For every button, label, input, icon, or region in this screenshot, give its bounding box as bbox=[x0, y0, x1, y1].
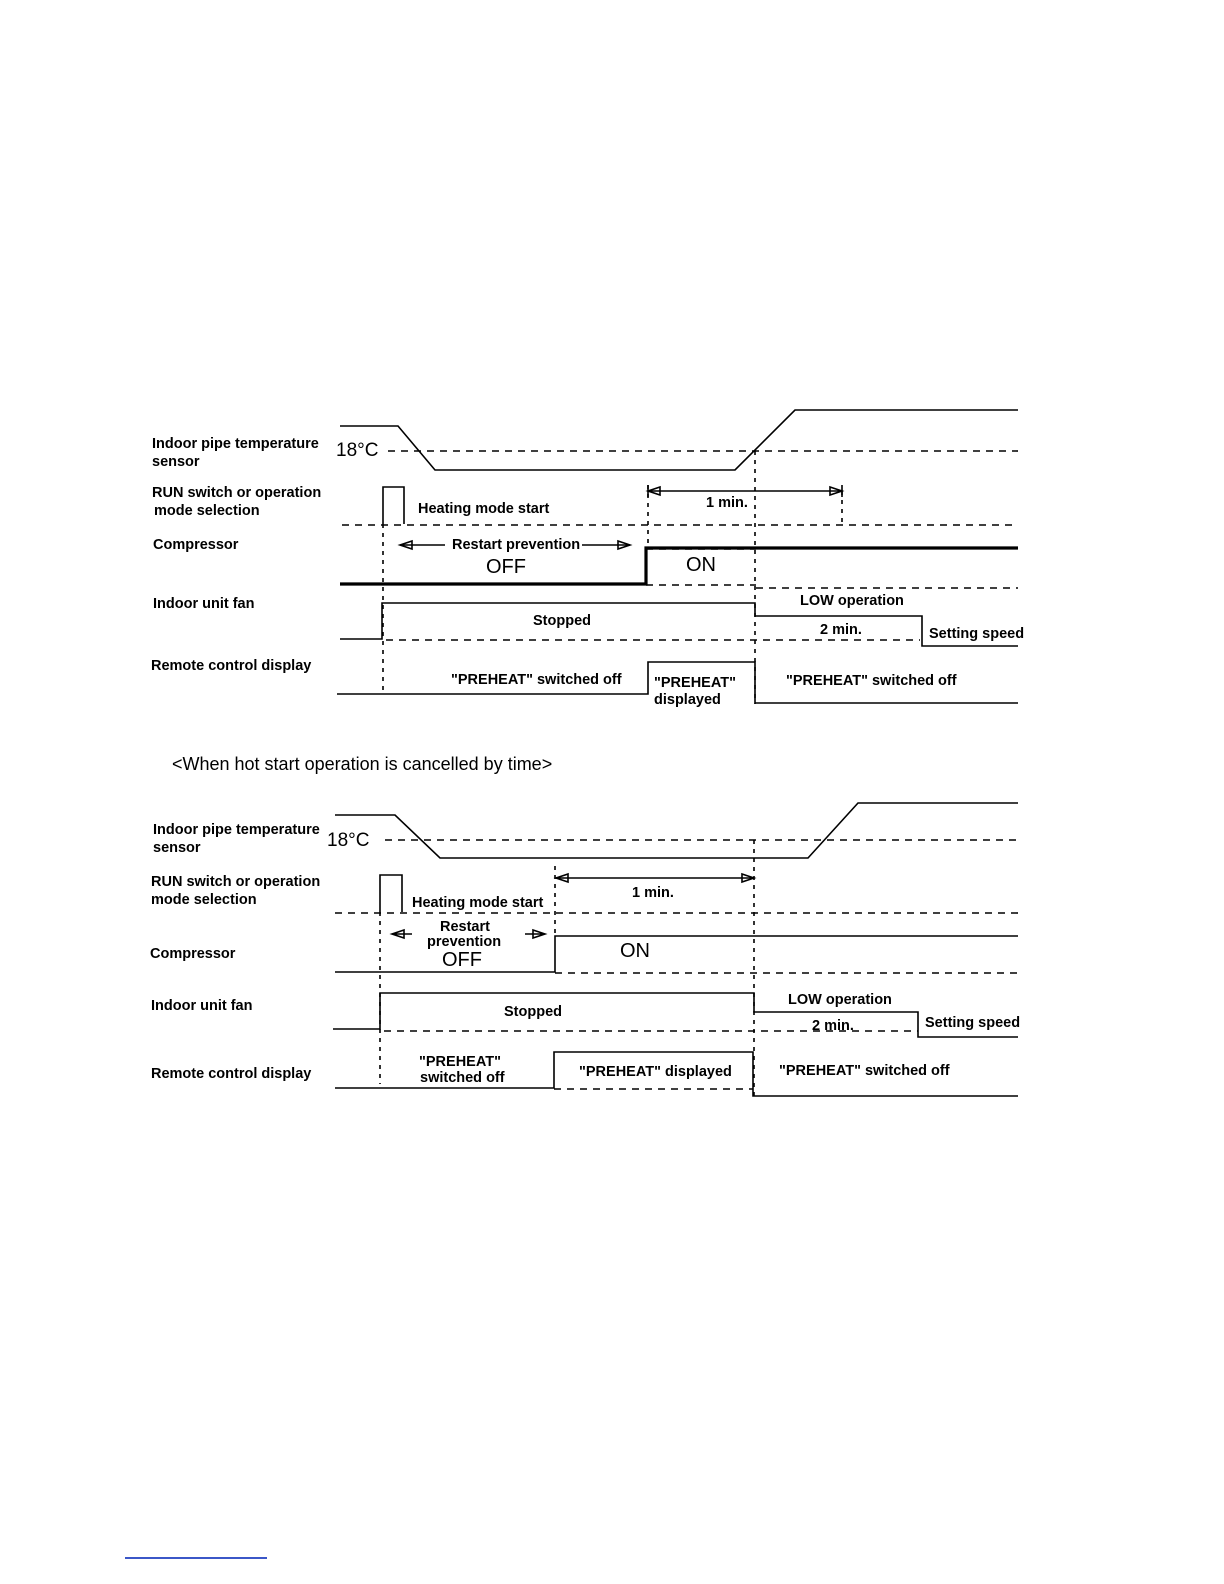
preheat-off-label: "PREHEAT" switched off bbox=[451, 672, 622, 688]
label-indoor-fan: Indoor unit fan bbox=[153, 596, 255, 612]
temp-sensor-signal bbox=[335, 803, 1018, 858]
compressor-off-label: OFF bbox=[486, 556, 526, 578]
two-min-label: 2 min. bbox=[812, 1018, 854, 1034]
preheat-displayed-label: "PREHEAT" displayed bbox=[579, 1064, 732, 1080]
label-remote-display: Remote control display bbox=[151, 658, 312, 674]
heating-mode-start-label: Heating mode start bbox=[412, 895, 544, 911]
restart-arrowhead-right bbox=[525, 930, 545, 938]
compressor-signal bbox=[340, 548, 1018, 584]
fan-stopped-label: Stopped bbox=[504, 1004, 562, 1020]
temp-threshold-label: 18°C bbox=[336, 440, 379, 461]
label-compressor: Compressor bbox=[150, 946, 236, 962]
label-sensor-line2: sensor bbox=[152, 454, 200, 470]
compressor-on-label: ON bbox=[686, 554, 716, 576]
one-min-label: 1 min. bbox=[706, 495, 748, 511]
preheat-off-right-label: "PREHEAT" switched off bbox=[779, 1063, 950, 1079]
label-sensor-line2: sensor bbox=[153, 840, 201, 856]
preheat-displayed-line1: "PREHEAT" bbox=[654, 675, 736, 691]
restart-prevention-label: Restart prevention bbox=[452, 537, 581, 553]
restart-label-line2: prevention bbox=[427, 934, 502, 950]
low-operation-label: LOW operation bbox=[788, 992, 892, 1008]
run-switch-pulse bbox=[380, 875, 402, 912]
timing-diagram-2 bbox=[150, 803, 1020, 1096]
label-compressor: Compressor bbox=[153, 537, 239, 553]
timing-diagram-1 bbox=[151, 410, 1024, 708]
diagram2-title: <When hot start operation is cancelled by time> bbox=[172, 754, 553, 774]
restart-arrowhead-left bbox=[392, 930, 412, 938]
restart-label-line1: Restart bbox=[440, 919, 490, 935]
footer-rule bbox=[125, 1557, 267, 1559]
label-run-line2: mode selection bbox=[151, 892, 257, 908]
setting-speed-label: Setting speed bbox=[929, 626, 1025, 642]
label-indoor-fan: Indoor unit fan bbox=[151, 998, 253, 1014]
label-sensor-line1: Indoor pipe temperature bbox=[152, 436, 319, 452]
compressor-lower-dash bbox=[646, 585, 1018, 588]
preheat-off-line1: "PREHEAT" bbox=[419, 1054, 501, 1070]
temp-threshold-label: 18°C bbox=[327, 830, 370, 851]
low-operation-label: LOW operation bbox=[800, 593, 904, 609]
label-run-line1: RUN switch or operation bbox=[151, 874, 321, 890]
compressor-off-label: OFF bbox=[442, 949, 482, 971]
label-run-line2: mode selection bbox=[154, 503, 260, 519]
fan-stopped-label: Stopped bbox=[533, 613, 591, 629]
heating-mode-start-label: Heating mode start bbox=[418, 501, 550, 517]
two-min-label: 2 min. bbox=[820, 622, 862, 638]
temp-sensor-signal bbox=[340, 410, 1018, 470]
label-sensor-line1: Indoor pipe temperature bbox=[153, 822, 320, 838]
preheat-off-line2: switched off bbox=[420, 1070, 505, 1086]
setting-speed-label: Setting speed bbox=[925, 1015, 1021, 1031]
label-remote-display: Remote control display bbox=[151, 1066, 312, 1082]
one-min-label: 1 min. bbox=[632, 885, 674, 901]
preheat-off-right-label: "PREHEAT" switched off bbox=[786, 673, 957, 689]
label-run-line1: RUN switch or operation bbox=[152, 485, 322, 501]
run-switch-pulse bbox=[383, 487, 404, 524]
preheat-displayed-line2: displayed bbox=[654, 692, 721, 708]
compressor-on-label: ON bbox=[620, 940, 650, 962]
